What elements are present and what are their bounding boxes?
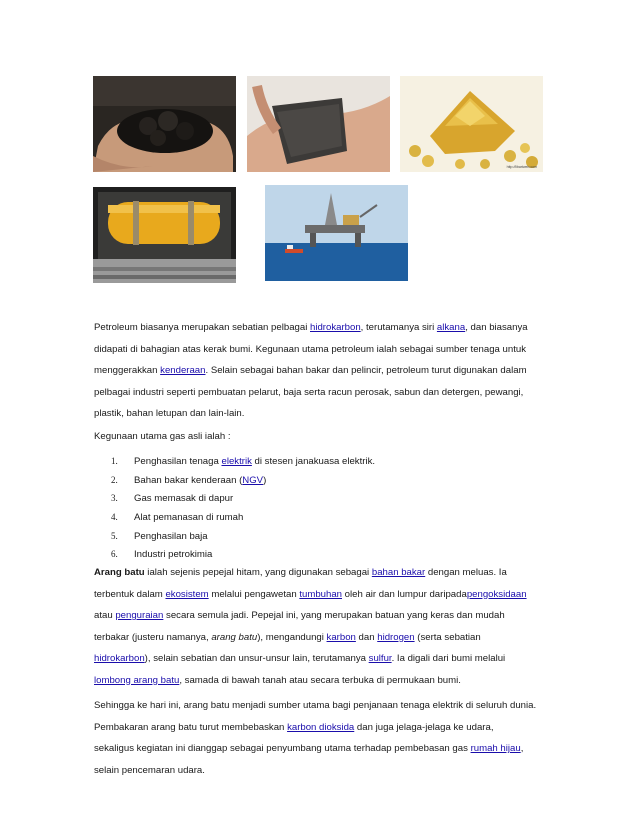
list-item: [94, 471, 375, 490]
gas-uses-list: [94, 452, 375, 564]
link-karbon[interactable]: karbon: [326, 631, 356, 643]
gas-tank-photo: [93, 187, 236, 283]
link-tumbuhan[interactable]: tumbuhan: [299, 588, 342, 600]
text-span: oleh air dan lumpur daripada: [342, 588, 467, 600]
gas-heading: Kegunaan utama gas asli ialah :: [94, 431, 231, 442]
list-item: [94, 527, 375, 546]
coal-in-hands-photo: [93, 76, 236, 172]
link-hidrokarbon-2[interactable]: hidrokarbon: [94, 653, 145, 664]
text-line: [94, 562, 554, 584]
coal-paragraph: [94, 562, 554, 691]
text-line: Sehingga ke hari ini, arang batu menjadi sumber utama bagi penjanaan tenaga elektrik di seluruh dunia.: [94, 700, 537, 711]
coal-electricity-paragraph: [94, 695, 554, 781]
link-sulfur[interactable]: sulfur: [368, 653, 392, 664]
text-span: Pembakaran arang batu turut membebaskan: [94, 721, 288, 733]
text-span: atau: [94, 610, 116, 621]
list-number: 6.: [111, 549, 118, 560]
link-pengoksidaan[interactable]: pengoksidaan: [466, 588, 527, 600]
text-span: Bahan bakar kenderaan (: [134, 474, 243, 486]
link-ngv[interactable]: NGV: [242, 474, 264, 486]
link-bahan-bakar[interactable]: bahan bakar: [371, 567, 426, 578]
text-span: ,: [520, 743, 524, 754]
link-kenderaan[interactable]: kenderaan: [160, 365, 206, 376]
text-line: [94, 717, 554, 739]
text-line: didapati di bahagian atas kerak bumi. Kegunaan utama petroleum ialah sebagai sumber tenaga untuk: [94, 343, 527, 355]
italic-term: arang batu: [211, 631, 258, 643]
text-line: selain pencemaran udara.: [94, 764, 205, 776]
text-span: ), selain sebatian dan unsur-unsur lain, terutamanya: [144, 653, 369, 664]
bold-term: Arang batu: [94, 567, 145, 578]
text-span: dan juga jelaga-jelaga ke udara,: [354, 721, 494, 733]
text-span: Gas memasak di dapur: [134, 493, 234, 505]
list-number: 2.: [111, 474, 118, 485]
coal-powder-hand-photo: [247, 76, 390, 172]
text-span: , terutamanya siri: [360, 322, 437, 333]
offshore-oil-rig-photo: [265, 185, 408, 281]
text-line: [94, 738, 554, 760]
link-karbon-dioksida[interactable]: karbon dioksida: [287, 721, 355, 733]
link-elektrik[interactable]: elektrik: [221, 456, 252, 467]
text-line: [94, 670, 554, 692]
text-line: pelbagai industri seperti pembuatan pelarut, baja serta racun perosak, sabun dan detergen, pewangi,: [94, 386, 524, 398]
gold-bars-coins-photo: [400, 76, 543, 172]
list-number: 4.: [111, 512, 118, 523]
text-span: melalui pengawetan: [208, 588, 300, 600]
text-span: secara semula jadi. Pepejal ini, yang merupakan batuan yang keras dan mudah: [163, 610, 505, 621]
text-span: ): [263, 474, 267, 486]
link-hidrokarbon[interactable]: hidrokarbon: [310, 322, 361, 333]
text-span: terbentuk dalam: [94, 588, 166, 600]
list-number: 5.: [111, 530, 118, 541]
text-line: [94, 584, 554, 606]
text-line: [94, 605, 554, 627]
list-item: [94, 489, 375, 508]
text-line: [94, 317, 554, 339]
link-penguraian[interactable]: penguraian: [115, 610, 164, 621]
text-span: , samada di bawah tanah atau secara terbuka di permukaan bumi.: [179, 674, 461, 686]
text-span: (serta sebatian: [414, 631, 481, 643]
text-line: [94, 648, 554, 670]
list-number: 1.: [111, 456, 118, 466]
text-line: [94, 360, 554, 382]
link-ekosistem[interactable]: ekosistem: [165, 588, 209, 600]
link-hidrogen[interactable]: hidrogen: [377, 631, 415, 643]
text-span: sekaligus kegiatan ini dianggap sebagai penyumbang utama terhadap pembebasan gas: [94, 743, 471, 754]
text-span: , dan biasanya: [465, 322, 528, 333]
list-number: 3.: [111, 493, 118, 504]
link-alkana[interactable]: alkana: [436, 322, 466, 333]
text-span: ialah sejenis pepejal hitam, yang digunakan sebagai: [144, 567, 372, 578]
text-span: Industri petrokimia: [134, 549, 213, 561]
text-span: menggerakkan: [94, 365, 161, 376]
image-caption: http://libartweb.com: [506, 165, 537, 169]
link-lombong-arang-batu[interactable]: lombong arang batu: [94, 674, 180, 686]
text-span: . Selain sebagai bahan bakar dan pelincir, petroleum turut digunakan dalam: [205, 365, 527, 376]
text-span: di stesen janakuasa elektrik.: [251, 456, 376, 467]
text-line: plastik, bahan letupan dan lain-lain.: [94, 408, 245, 419]
text-span: Alat pemanasan di rumah: [134, 512, 244, 524]
list-item: [94, 452, 375, 471]
text-span: Penghasilan baja: [134, 530, 208, 542]
text-line: [94, 627, 554, 649]
text-span: . Ia digali dari bumi melalui: [391, 653, 506, 664]
text-span: dengan meluas. Ia: [425, 567, 507, 578]
text-span: ), mengandungi: [257, 631, 327, 643]
text-span: terbakar (justeru namanya,: [94, 631, 212, 643]
link-rumah-hijau[interactable]: rumah hijau: [470, 743, 521, 754]
petroleum-paragraph: [94, 317, 554, 425]
text-span: Penghasilan tenaga: [134, 456, 222, 467]
text-span: Petroleum biasanya merupakan sebatian pelbagai: [94, 322, 310, 333]
list-item: [94, 508, 375, 527]
text-span: dan: [355, 631, 378, 643]
